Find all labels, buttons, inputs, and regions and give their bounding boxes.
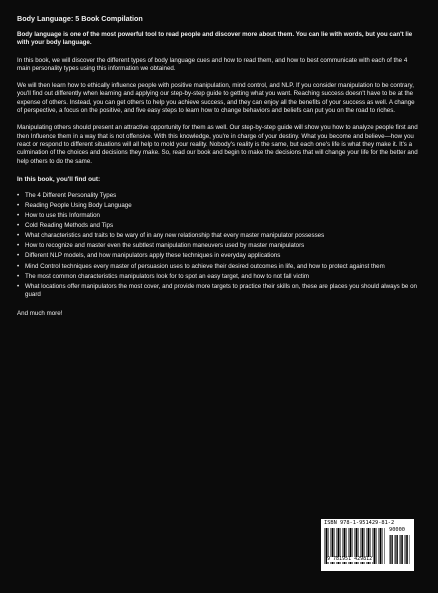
barcode-bar — [378, 528, 379, 564]
barcode-bar — [407, 535, 408, 565]
barcode-bar — [406, 535, 407, 565]
isbn-number: ISBN 978-1-951429-81-2 — [324, 520, 395, 526]
closing-line: And much more! — [17, 310, 63, 318]
barcode-bar — [392, 535, 393, 565]
addon-barcode-bars — [389, 535, 411, 565]
ean-digits: 9 781951 429812 — [327, 556, 373, 563]
barcode-bar — [397, 535, 398, 565]
paragraph-2: We will then learn how to ethically influence people with positive manipulation, mind control, and NLP. If you consider manipulation to be contrary, you'll find out differently when learning and applying our step-by-step guide to getting what you want. Reaching success doesn't have to be at the expense of others. Instead, you can get others to help you achieve success, and they can enjoy all the benefits of your success as well. A change of perspective, a focus on the positive, and five easy steps to learn how to change behaviors and beliefs can put you on the road to riches. — [17, 82, 415, 115]
list-item: • How to recognize and master even the subtlest manipulation maneuvers used by master manipulators — [17, 242, 420, 250]
barcode-bar — [376, 528, 377, 564]
list-item: • Reading People Using Body Language — [17, 202, 420, 210]
barcode-bar — [374, 528, 376, 564]
list-item: • The 4 Different Personality Types — [17, 192, 420, 200]
list-item: • What characteristics and traits to be wary of in any new relationship that every master manipulator possesses — [17, 232, 420, 240]
barcode-bar — [324, 528, 325, 564]
barcode-bar — [402, 535, 403, 565]
list-item: • The most common characteristics manipulators look for to spot an easy target, and how to not fall victim — [17, 273, 420, 281]
list-item: • Mind Control techniques every master of persuasion uses to achieve their desired outcomes in life, and how to protect against them — [17, 263, 420, 271]
barcode-bar — [390, 535, 391, 565]
barcode-bar — [395, 535, 396, 565]
paragraph-3: Manipulating others should present an attractive opportunity for them as well. Our step-by-step guide will show you how to analyze people first and then Influence them in a way that is not offensive. With this knowledge, you're in charge of your destiny. What you become and believe—how you react or respond to different situations will all help to mold your reality. Nobody's reality is the same, but each one's life is what they make it. It's a culmination of the choices and decisions they make. So, read our book and begin to make the decisions that will change your life for the better and help others to do the same. — [17, 124, 418, 165]
price-addon-digits: 90000 — [389, 527, 405, 534]
list-item: • Different NLP models, and how manipulators apply these techniques in everyday applications — [17, 252, 420, 260]
lead-paragraph: Body language is one of the most powerful tool to read people and discover more about them. You can lie with words, but you can't lie with your body language. — [17, 31, 413, 47]
isbn-barcode — [321, 519, 414, 571]
paragraph-1: In this book, we will discover the different types of body language cues and how to read them, and how to best communicate with each of the 4 main personality types using this information we obtained. — [17, 56, 408, 72]
list-item: • Cold Reading Methods and Tips — [17, 222, 420, 230]
list-heading: In this book, you'll find out: — [17, 175, 101, 183]
barcode-bar — [400, 535, 401, 565]
feature-list — [17, 192, 420, 299]
barcode-bar — [384, 528, 385, 564]
list-item: • What locations offer manipulators the most cover, and provide more targets to practice their skills on, these are places you should always be on guard — [17, 283, 420, 300]
book-title: Body Language: 5 Book Compilation — [17, 14, 143, 23]
barcode-bar — [380, 528, 382, 564]
barcode-bar — [382, 528, 383, 564]
list-item: • How to use this Information — [17, 212, 420, 220]
